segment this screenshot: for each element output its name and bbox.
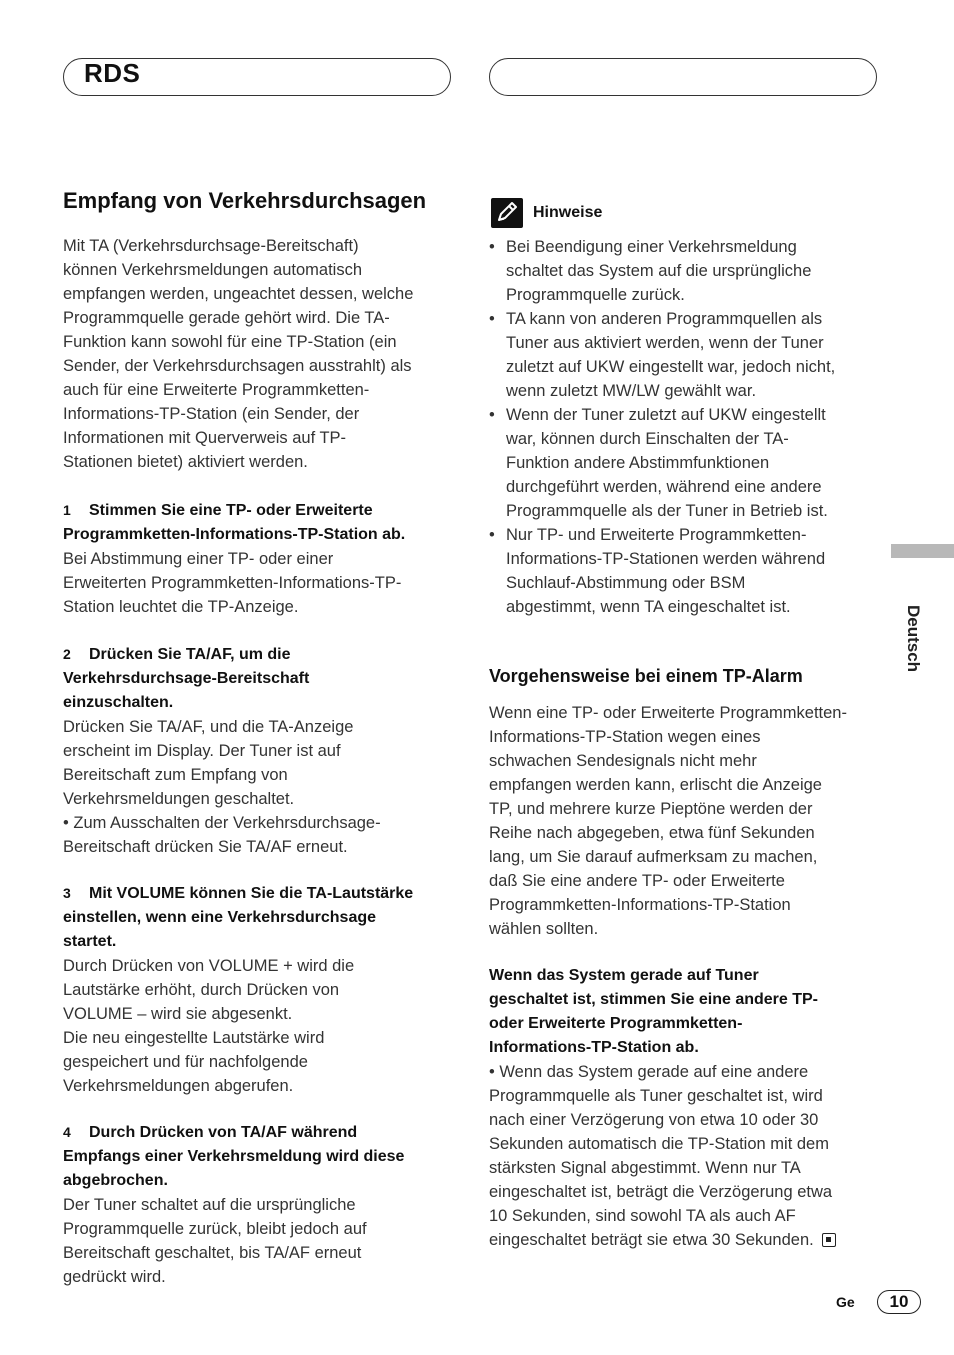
step-body-line: Lautstärke erhöht, durch Drücken von bbox=[63, 981, 340, 999]
step-heading-line: Verkehrsdurchsage-Bereitschaft bbox=[63, 670, 310, 687]
step-heading-line: Programmketten-Informations-TP-Station ab. bbox=[63, 526, 406, 543]
alarm-line: TP, und mehrere kurze Pieptöne werden der bbox=[489, 800, 813, 818]
step-body-line: gedrückt wird. bbox=[63, 1268, 166, 1286]
note-item: • Bei Beendigung einer Verkehrsmeldung bbox=[489, 238, 797, 256]
step-body-line: Bereitschaft zum Empfang von bbox=[63, 766, 288, 784]
step-heading-line: einzuschalten. bbox=[63, 694, 174, 711]
note-line: durchgeführt werden, während eine andere bbox=[506, 478, 822, 496]
alarm-line: Informations-TP-Station wegen eines bbox=[489, 728, 761, 746]
footer-language-code: Ge bbox=[836, 1294, 855, 1310]
step-heading-line: Durch Drücken von TA/AF während bbox=[89, 1124, 358, 1141]
intro-line: Stationen bietet) aktiviert werden. bbox=[63, 453, 308, 471]
step-heading-line: einstellen, wenn eine Verkehrsdurchsage bbox=[63, 909, 377, 926]
tuner-body-line: stärksten Signal abgestimmt. Wenn nur TA bbox=[489, 1159, 801, 1177]
step-number: 2 bbox=[63, 646, 71, 662]
step-heading-line: Drücken Sie TA/AF, um die bbox=[89, 646, 291, 663]
step-body-line: gespeichert und für nachfolgende bbox=[63, 1053, 308, 1071]
tuner-body-line: eingeschaltet beträgt sie etwa 30 Sekunden. bbox=[489, 1231, 814, 1249]
step-body-line: Bereitschaft drücken Sie TA/AF erneut. bbox=[63, 838, 348, 856]
step-body-line: erscheint im Display. Der Tuner ist auf bbox=[63, 742, 341, 760]
step-body-line: Drücken Sie TA/AF, und die TA-Anzeige bbox=[63, 718, 354, 736]
step-1 bbox=[63, 498, 405, 619]
section-title: Empfang von Verkehrsdurchsagen bbox=[63, 188, 427, 213]
note-line: Suchlauf-Abstimmung oder BSM bbox=[506, 574, 746, 592]
note-line: war, können durch Einschalten der TA- bbox=[506, 430, 789, 448]
note-line: Programmquelle zurück. bbox=[506, 286, 685, 304]
alarm-line: wählen sollten. bbox=[489, 920, 599, 938]
tuner-body-line: eingeschaltet ist, beträgt die Verzögerung etwa bbox=[489, 1183, 833, 1201]
note-line: Tuner aus aktiviert werden, wenn der Tuner bbox=[506, 334, 824, 352]
step-body-line: Erweiterten Programmketten-Informations-TP- bbox=[63, 574, 402, 592]
intro-line: Programmquelle gerade gehört wird. Die TA- bbox=[63, 309, 390, 327]
step-heading-line: startet. bbox=[63, 933, 117, 950]
intro-paragraph bbox=[63, 234, 413, 474]
header-box-left bbox=[63, 58, 451, 96]
end-mark-icon bbox=[822, 1233, 836, 1247]
note-item: • Nur TP- und Erweiterte Programmketten- bbox=[489, 526, 807, 544]
step-body-line: Verkehrsmeldungen geschaltet. bbox=[63, 790, 295, 808]
intro-line: empfangen werden, ungeachtet dessen, welche bbox=[63, 285, 414, 303]
note-line: Funktion andere Abstimmfunktionen bbox=[506, 454, 770, 472]
tuner-heading-line: oder Erweiterte Programmketten- bbox=[489, 1015, 743, 1032]
step-body-line: Station leuchtet die TP-Anzeige. bbox=[63, 598, 299, 616]
tuner-body-line: • Wenn das System gerade auf eine andere bbox=[489, 1063, 809, 1081]
note-line: zuletzt auf UKW eingestellt war, jedoch nicht, bbox=[506, 358, 836, 376]
note-line: abgestimmt, wenn TA eingeschaltet ist. bbox=[506, 598, 791, 616]
step-number: 1 bbox=[63, 502, 71, 518]
step-body-line: Der Tuner schaltet auf die ursprüngliche bbox=[63, 1196, 356, 1214]
step-2 bbox=[63, 642, 381, 859]
step-body-line: Durch Drücken von VOLUME + wird die bbox=[63, 957, 355, 975]
note-line: Informations-TP-Stationen werden während bbox=[506, 550, 826, 568]
step-3 bbox=[63, 881, 413, 1098]
tuner-instruction bbox=[489, 964, 836, 1252]
step-4 bbox=[63, 1120, 404, 1289]
step-heading-line: abgebrochen. bbox=[63, 1172, 168, 1189]
header-box-right bbox=[489, 58, 877, 96]
step-heading-line: Mit VOLUME können Sie die TA-Lautstärke bbox=[89, 885, 414, 902]
step-body-line: Bei Abstimmung einer TP- oder einer bbox=[63, 550, 334, 568]
alarm-line: daß Sie eine andere TP- oder Erweiterte bbox=[489, 872, 785, 890]
pencil-note-icon bbox=[491, 198, 523, 228]
tuner-heading-line: Wenn das System gerade auf Tuner bbox=[489, 967, 759, 984]
intro-line: auch für eine Erweiterte Programmketten- bbox=[63, 381, 370, 399]
note-item: • Wenn der Tuner zuletzt auf UKW eingestellt bbox=[489, 406, 826, 424]
tuner-heading-line: geschaltet ist, stimmen Sie eine andere TP- bbox=[489, 991, 818, 1008]
step-heading-line: Empfangs einer Verkehrsmeldung wird diese bbox=[63, 1148, 405, 1165]
notes-list bbox=[489, 235, 835, 619]
intro-line: Sender, der Verkehrsdurchsagen ausstrahlt) als bbox=[63, 357, 412, 375]
page-number: 10 bbox=[877, 1290, 921, 1314]
step-body-line: Verkehrsmeldungen abgerufen. bbox=[63, 1077, 294, 1095]
step-number: 4 bbox=[63, 1124, 71, 1140]
step-body-line: Programmquelle zurück, bleibt jedoch auf bbox=[63, 1220, 367, 1238]
note-line: Programmquelle als der Tuner in Betrieb ist. bbox=[506, 502, 828, 520]
note-line: wenn zuletzt MW/LW gewählt war. bbox=[506, 382, 757, 400]
step-heading-line: Stimmen Sie eine TP- oder Erweiterte bbox=[89, 502, 373, 519]
alarm-line: Wenn eine TP- oder Erweiterte Programmketten- bbox=[489, 704, 847, 722]
intro-line: Informationen mit Querverweis auf TP- bbox=[63, 429, 347, 447]
step-body-line: • Zum Ausschalten der Verkehrsdurchsage- bbox=[63, 814, 381, 832]
page-header-title: RDS bbox=[84, 58, 141, 88]
intro-line: können Verkehrsmeldungen automatisch bbox=[63, 261, 363, 279]
step-body-line: VOLUME – wird sie abgesenkt. bbox=[63, 1005, 293, 1023]
tuner-body-line: Programmquelle als Tuner geschaltet ist, wird bbox=[489, 1087, 823, 1105]
tuner-heading-line: Informations-TP-Station ab. bbox=[489, 1039, 699, 1056]
alarm-line: Programmketten-Informations-TP-Station bbox=[489, 896, 791, 914]
tuner-body-line: Sekunden automatisch die TP-Station mit dem bbox=[489, 1135, 829, 1153]
note-line: schaltet das System auf die ursprüngliche bbox=[506, 262, 812, 280]
tuner-body-line: nach einer Verzögerung von etwa 10 oder 30 bbox=[489, 1111, 819, 1129]
alarm-title: Vorgehensweise bei einem TP-Alarm bbox=[489, 666, 803, 686]
alarm-line: Reihe nach abgegeben, etwa fünf Sekunden bbox=[489, 824, 815, 842]
intro-line: Mit TA (Verkehrsdurchsage-Bereitschaft) bbox=[63, 237, 359, 255]
intro-line: Informations-TP-Station (ein Sender, der bbox=[63, 405, 360, 423]
side-tab-marker bbox=[891, 544, 954, 558]
step-body-line: Die neu eingestellte Lautstärke wird bbox=[63, 1029, 325, 1047]
intro-line: Funktion kann sowohl für eine TP-Station (ein bbox=[63, 333, 397, 351]
notes-label: Hinweise bbox=[533, 204, 603, 221]
step-body-line: Bereitschaft geschaltet, bis TA/AF erneut bbox=[63, 1244, 362, 1262]
alarm-paragraph bbox=[489, 701, 847, 941]
note-item: • TA kann von anderen Programmquellen als bbox=[489, 310, 823, 328]
alarm-line: schwachen Sendesignals nicht mehr bbox=[489, 752, 757, 770]
alarm-line: empfangen werden kann, erlischt die Anzeige bbox=[489, 776, 822, 794]
alarm-line: lang, um Sie darauf aufmerksam zu machen, bbox=[489, 848, 818, 866]
side-language-label: Deutsch bbox=[904, 605, 923, 673]
tuner-body-line: 10 Sekunden, sind sowohl TA als auch AF bbox=[489, 1207, 796, 1225]
step-number: 3 bbox=[63, 885, 71, 901]
